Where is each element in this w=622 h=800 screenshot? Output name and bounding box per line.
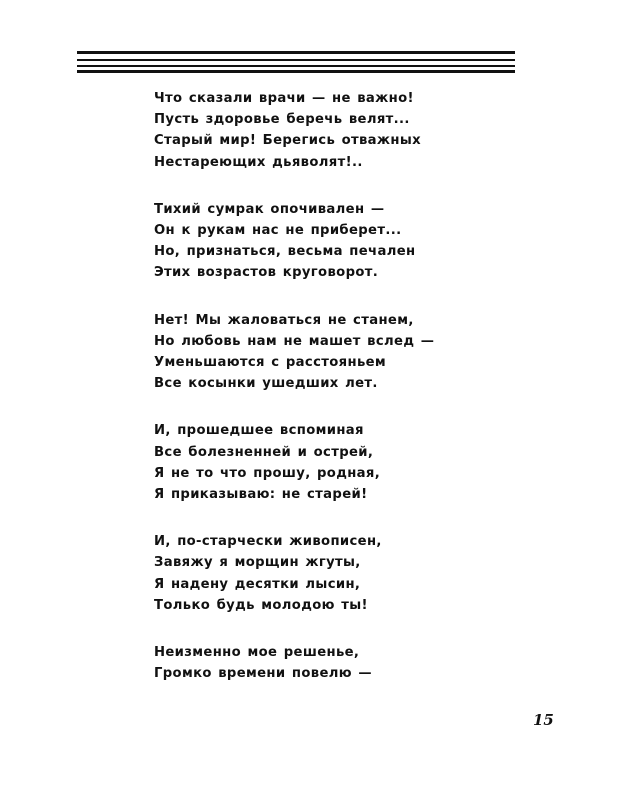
stanza [154, 642, 474, 684]
page-number: 15 [533, 711, 554, 729]
poem-line: Я не то что прошу, родная, [154, 465, 381, 481]
poem-line: Все косынки ушедших лет. [154, 376, 378, 392]
header-rules [77, 48, 515, 74]
poem-line: Старый мир! Берегись отважных [154, 133, 422, 149]
stanza [154, 420, 474, 505]
header-rule [77, 59, 515, 61]
poem-line: Неизменно мое решенье, [154, 645, 360, 661]
stanza [154, 531, 474, 616]
poem-line: Завяжу я морщин жгуты, [154, 555, 361, 571]
poem-line: Пусть здоровье беречь велят... [154, 112, 410, 128]
poem-line: И, по-старчески живописен, [154, 534, 382, 550]
stanza [154, 199, 474, 284]
poem-line: Тихий сумрак опочивален — [154, 201, 385, 217]
poem-line: Уменьшаются с расстояньем [154, 355, 387, 371]
header-rule [77, 51, 515, 54]
header-rule [77, 65, 515, 67]
poem-line: Я надену десятки лысин, [154, 576, 361, 592]
header-rule [77, 70, 515, 73]
poem-line: Но любовь нам не машет вслед — [154, 333, 435, 349]
poem-line: Он к рукам нас не приберет... [154, 223, 402, 239]
poem-line: Нет! Мы жаловаться не станем, [154, 312, 414, 328]
poem-line: Что сказали врачи — не важно! [154, 91, 414, 106]
poem-line: Громко времени повелю — [154, 666, 372, 682]
poem-line: И, прошедшее вспоминая [154, 423, 364, 439]
poem-text [154, 88, 474, 710]
stanza [154, 88, 474, 173]
poem-line: Этих возрастов круговорот. [154, 265, 379, 281]
stanza [154, 310, 474, 395]
poem-line: Но, признаться, весьма печален [154, 244, 416, 260]
poem-line: Только будь молодою ты! [154, 597, 368, 613]
poem-line: Нестареющих дьяволят!.. [154, 154, 363, 170]
poem-line: Я приказываю: не старей! [154, 487, 368, 503]
poem-line: Все болезненней и острей, [154, 444, 374, 460]
